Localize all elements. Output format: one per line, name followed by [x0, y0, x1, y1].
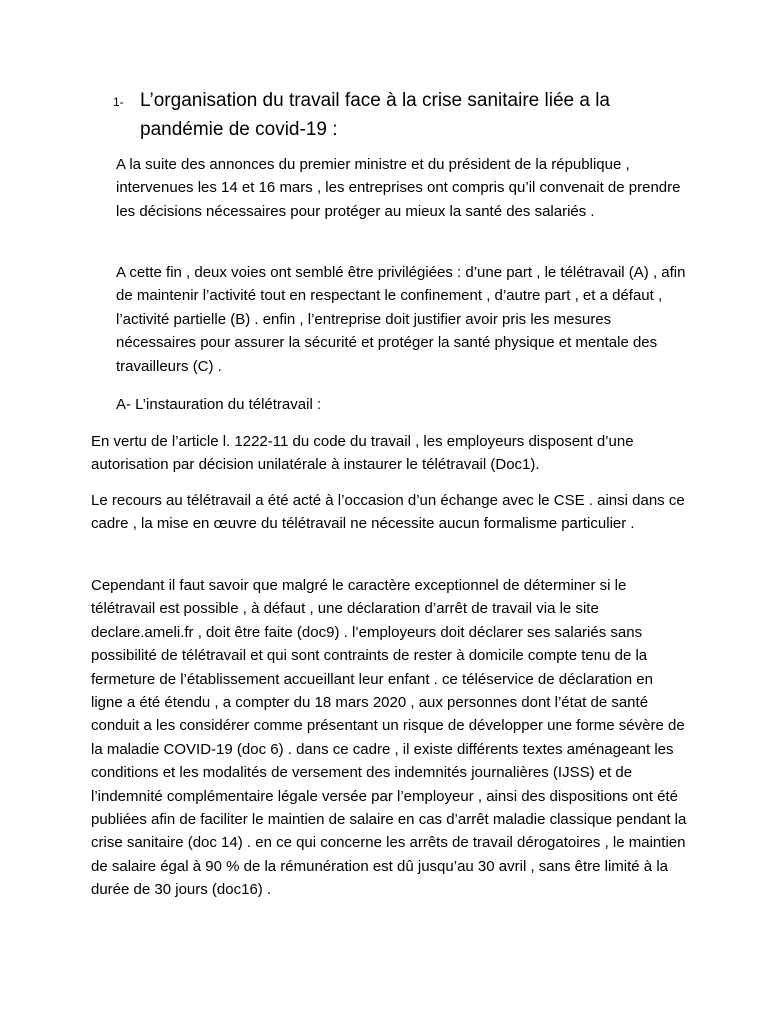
heading-text: L’organisation du travail face à la crise sanitaire liée a la pandémie de covid-19 :: [140, 90, 610, 140]
paragraph-declaration: Cependant il faut savoir que malgré le caractère exceptionnel de déterminer si le télétravail est possible , à défaut , une déclaration d’arrêt de travail via le site declare.ameli.fr , doit être faite (doc9) . l’employeurs doit déclarer ses salariés sans possibilité de télétravail et qui sont contraints de rester à domicile compte tenu de la fermeture de l’établissement accueillant leur enfant . ce téléservice de déclaration en ligne a été étendu , a compter du 18 mars 2020 , aux personnes dont l’état de santé conduit a les considérer comme présentant un risque de développer une forme sévère de la maladie COVID-19 (doc 6) . dans ce cadre , il existe différents textes aménageant les conditions et les modalités de versement des indemnités journalières (IJSS) et de l’indemnité complémentaire légale versée par l’employeur , ainsi des dispositions ont été publiées afin de faciliter le maintien de salaire en cas d’arrêt maladie classique pendant la crise sanitaire (doc 14) . en ce qui concerne les arrêts de travail dérogatoires , le maintien de salaire égal à 90 % de la rémunération est dû jusqu’au 30 avril , sans être limité à la durée de 30 jours (doc16) .: [91, 577, 687, 899]
subsection-heading: A- L’instauration du télétravail :: [116, 396, 322, 413]
paragraph-article: En vertu de l’article l. 1222-11 du code du travail , les employeurs disposent d’une autorisation par décision unilatérale à instaurer le télétravail (Doc1).: [91, 433, 634, 474]
heading-number: 1-: [113, 95, 124, 109]
section-heading: [113, 86, 633, 144]
paragraph-cse: Le recours au télétravail a été acté à l’occasion d’un échange avec le CSE . ainsi dans ce cadre , la mise en œuvre du télétravail ne nécessite aucun formalisme particulier .: [91, 492, 685, 533]
paragraph-voies: A cette fin , deux voies ont semblé être privilégiées : d’une part , le télétravail (A) , afin de maintenir l’activité tout en respectant le confinement , d’autre part , et a défaut , l’activité partielle (B) . enfin , l’entreprise doit justifier avoir pris les mesures nécessaires pour assurer la sécurité et protéger la santé physique et mentale des travailleurs (C) .: [116, 264, 686, 375]
paragraph-intro: A la suite des annonces du premier ministre et du président de la république , intervenues les 14 et 16 mars , les entreprises ont compris qu’il convenait de prendre les décisions nécessaires pour protéger au mieux la santé des salariés .: [116, 156, 681, 220]
